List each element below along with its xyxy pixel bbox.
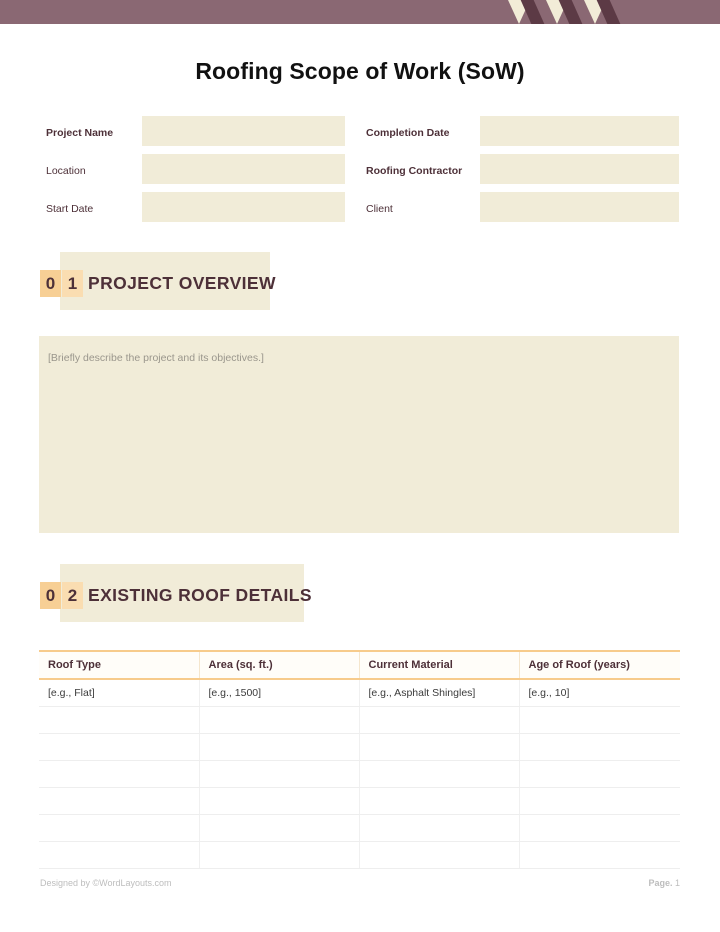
table-cell[interactable] bbox=[39, 788, 199, 815]
table-cell[interactable] bbox=[359, 815, 519, 842]
field-label: Location bbox=[46, 165, 86, 177]
table-cell[interactable]: [e.g., 10] bbox=[519, 679, 680, 707]
existing-roof-details-table bbox=[39, 650, 680, 869]
table-cell[interactable] bbox=[519, 815, 680, 842]
table-cell[interactable] bbox=[39, 707, 199, 734]
zigzag-unit bbox=[584, 0, 622, 24]
section-title: EXISTING ROOF DETAILS bbox=[88, 585, 312, 605]
footer-credit: Designed by ©WordLayouts.com bbox=[40, 878, 172, 888]
table-cell[interactable] bbox=[39, 734, 199, 761]
section-number-digit-1: 0 bbox=[40, 582, 61, 609]
table-cell[interactable] bbox=[359, 761, 519, 788]
table-cell[interactable] bbox=[199, 761, 359, 788]
table-row bbox=[39, 707, 680, 734]
project-overview-textarea[interactable] bbox=[39, 336, 679, 533]
table-row bbox=[39, 761, 680, 788]
table-cell[interactable] bbox=[39, 761, 199, 788]
table-cell[interactable]: [e.g., Flat] bbox=[39, 679, 199, 707]
section-number-digit-2: 1 bbox=[62, 270, 83, 297]
section-title: PROJECT OVERVIEW bbox=[88, 273, 276, 293]
table-cell[interactable] bbox=[519, 707, 680, 734]
footer-page-number: 1 bbox=[674, 878, 680, 888]
table-cell[interactable] bbox=[39, 815, 199, 842]
zigzag-unit bbox=[546, 0, 584, 24]
field-label: Client bbox=[366, 203, 393, 215]
table-cell[interactable] bbox=[359, 734, 519, 761]
table-cell[interactable] bbox=[199, 842, 359, 869]
table-cell[interactable] bbox=[199, 734, 359, 761]
table-cell[interactable] bbox=[519, 788, 680, 815]
table-header-row bbox=[39, 651, 680, 679]
location-input[interactable] bbox=[142, 154, 345, 184]
section-number-digit-2: 2 bbox=[62, 582, 83, 609]
form-row bbox=[0, 116, 720, 154]
project-name-input[interactable] bbox=[142, 116, 345, 146]
zigzag-chevron-pattern-icon bbox=[508, 0, 622, 24]
table-cell[interactable] bbox=[199, 815, 359, 842]
table-cell[interactable] bbox=[199, 788, 359, 815]
roofing-contractor-input[interactable] bbox=[480, 154, 679, 184]
table-cell[interactable] bbox=[519, 761, 680, 788]
footer-page-indicator bbox=[648, 878, 680, 888]
table-row bbox=[39, 788, 680, 815]
table-cell[interactable]: [e.g., Asphalt Shingles] bbox=[359, 679, 519, 707]
client-input[interactable] bbox=[480, 192, 679, 222]
footer-page-label: Page. bbox=[648, 878, 673, 888]
field-label: Roofing Contractor bbox=[366, 165, 463, 177]
section-heading-existing-roof-details bbox=[0, 564, 720, 622]
table-cell[interactable] bbox=[199, 707, 359, 734]
column-header-age-of-roof: Age of Roof (years) bbox=[519, 651, 680, 679]
field-label: Start Date bbox=[46, 203, 94, 215]
table-cell[interactable]: [e.g., 1500] bbox=[199, 679, 359, 707]
zigzag-unit bbox=[508, 0, 546, 24]
column-header-area: Area (sq. ft.) bbox=[199, 651, 359, 679]
start-date-input[interactable] bbox=[142, 192, 345, 222]
table-cell[interactable] bbox=[359, 707, 519, 734]
section-number-digit-1: 0 bbox=[40, 270, 61, 297]
overview-placeholder-text: [Briefly describe the project and its objectives.] bbox=[48, 352, 264, 364]
field-label: Project Name bbox=[46, 127, 114, 139]
page-header-bar bbox=[0, 0, 720, 24]
field-label: Completion Date bbox=[366, 127, 450, 139]
page-title: Roofing Scope of Work (SoW) bbox=[195, 58, 525, 84]
form-row bbox=[0, 154, 720, 192]
table-row bbox=[39, 679, 680, 707]
column-header-roof-type: Roof Type bbox=[39, 651, 199, 679]
completion-date-input[interactable] bbox=[480, 116, 679, 146]
table-row bbox=[39, 842, 680, 869]
table-cell[interactable] bbox=[39, 842, 199, 869]
form-row bbox=[0, 192, 720, 230]
column-header-current-material: Current Material bbox=[359, 651, 519, 679]
table-row bbox=[39, 815, 680, 842]
table-row bbox=[39, 734, 680, 761]
project-info-form bbox=[0, 116, 720, 230]
table-cell[interactable] bbox=[519, 734, 680, 761]
table-cell[interactable] bbox=[519, 842, 680, 869]
table-cell[interactable] bbox=[359, 788, 519, 815]
table-cell[interactable] bbox=[359, 842, 519, 869]
section-heading-project-overview bbox=[0, 252, 720, 310]
